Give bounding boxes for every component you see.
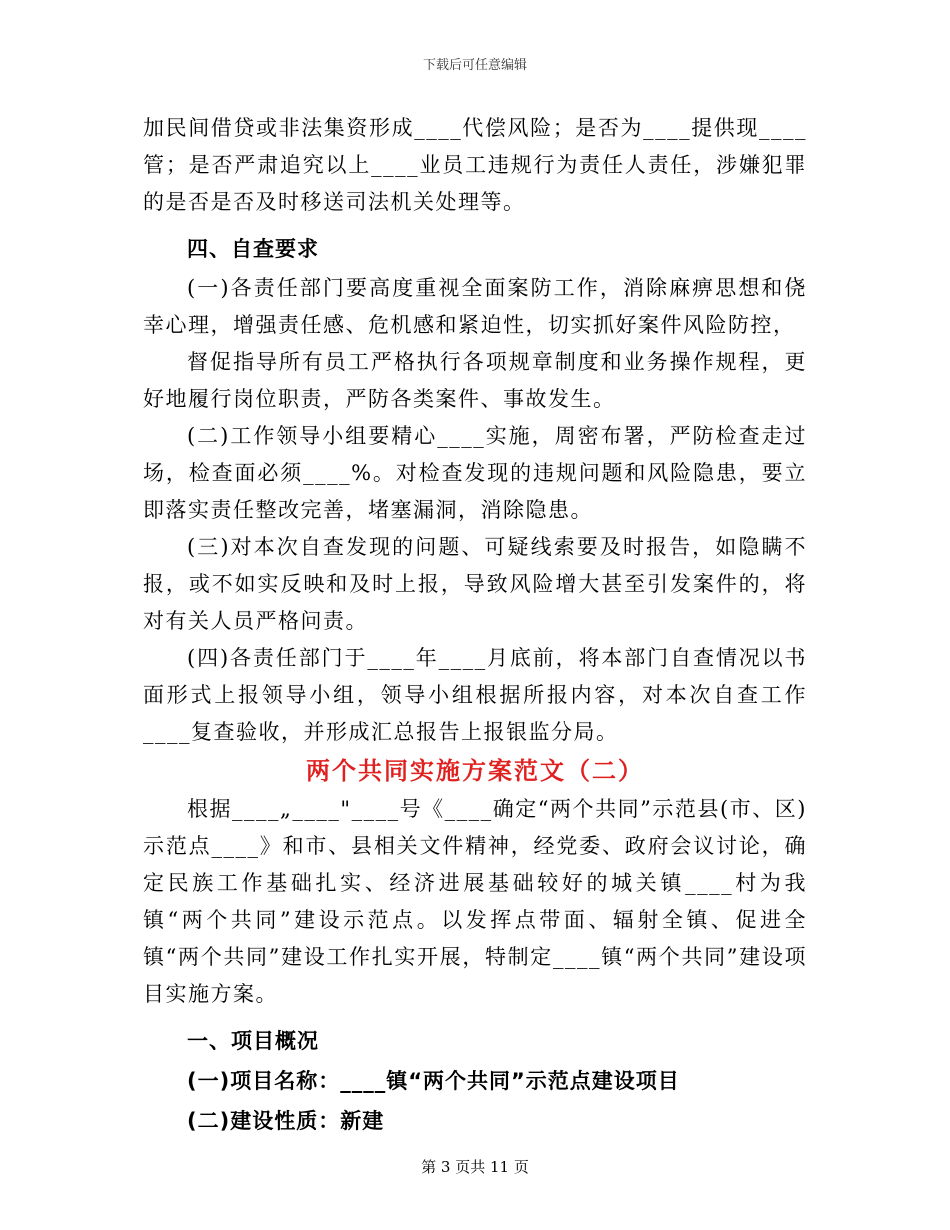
paragraph-requirement-4: (四)各责任部门于____年____月底前，将本部门自查情况以书面形式上报领导小组，领导小组根据所报内容，对本次自查工作____复查验收，并形成汇总报告上报银监分局。 [143,646,807,744]
page-header: 下载后可任意编辑 [422,58,527,73]
paragraph-requirement-1-continued: 督促指导所有员工严格执行各项规章制度和业务操作规程，更好地履行岗位职责，严防各类案件、事故发生。 [143,350,807,411]
section-title: 两个共同实施方案范文（二） [306,757,644,785]
heading-project-overview: 一、项目概况 [187,1029,319,1053]
heading-construction-nature: (二)建设性质：新建 [187,1109,385,1133]
paragraph-requirement-2: (二)工作领导小组要精心____实施，周密布署，严防检查走过场，检查面必须____%。对检查发现的违规问题和风险隐患，要立即落实责任整改完善，堵塞漏洞，消除隐患。 [143,424,807,522]
document-body [143,110,807,1141]
paragraph-basis: 根据____„____"____号《____确定“两个共同”示范县(市、区)示范点____》和市、县相关文件精神，经党委、政府会议讨论，确定民族工作基础扎实、经济进展基础较好的城关镇____村为我镇“两个共同”建设示范点。以发挥点带面、辐射全镇、促进全镇“两个共同”建设工作扎实开展，特制定____镇“两个共同”建设项目实施方案。 [143,797,807,1006]
paragraph-requirement-1: (一)各责任部门要高度重视全面案防工作，消除麻痹思想和侥幸心理，增强责任感、危机感和紧迫性，切实抓好案件风险防控， [143,276,807,337]
page-footer: 第 3 页共 11 页 [421,1158,529,1176]
heading-project-name: (一)项目名称：____镇“两个共同”示范点建设项目 [187,1069,680,1093]
paragraph-requirement-3: (三)对本次自查发现的问题、可疑线索要及时报告，如隐瞒不报，或不如实反映和及时上报，导致风险增大甚至引发案件的，将对有关人员严格问责。 [143,535,807,633]
heading-self-check-requirements: 四、自查要求 [187,237,319,261]
paragraph-intro: 加民间借贷或非法集资形成____代偿风险；是否为____提供现____管；是否严肃追究以上____业员工违规行为责任人责任，涉嫌犯罪的是否是否及时移送司法机关处理等。 [143,116,807,214]
